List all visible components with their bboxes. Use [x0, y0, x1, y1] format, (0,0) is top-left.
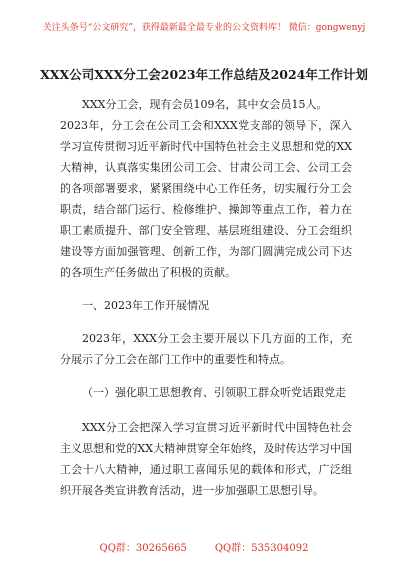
paragraph-ideology-education: XXX分工会把深入学习宣贯习近平新时代中国特色社会主义思想和党的XX大精神贯穿全年始终，及时传达学习中国工会十八大精神，通过职工喜闻乐见的载体和形式，广泛组织开展各类宣讲教育活动，进一步加强职工思想引导。: [60, 421, 352, 497]
paragraph-overview: 2023年，分工会在公司工会和XXX党支部的领导下，深入学习宣传贯彻习近平新时代中国特色社会主义思想和党的XX大精神，认真落实集团公司工会、甘肃公司工会、公司工会的各项部署要求，紧紧围绕中心工作任务，切实履行分工会职责，结合部门运行、检修维护、操卸等重点工作，着力在职工素质提升、部门安全管理、基层班组建设、分工会组织建设等方面加强管理、创新工作，为部门圆满完成公司下达的各项生产任务做出了积极的贡献。: [60, 119, 352, 279]
paragraph-2023-summary: 2023年，XXX分工会主要开展以下几方面的工作，充分展示了分工会在部门工作中的重要性和特点。: [60, 332, 352, 366]
subsection-heading-1: （一）强化职工思想教育、引领职工群众听党话跟党走: [82, 386, 346, 399]
footer-qq-group-1: QQ群：30265665: [99, 543, 187, 554]
document-body: [60, 94, 352, 501]
footer-qq-group-2: QQ群：535304092: [214, 543, 309, 554]
section-heading-2023: 一、2023年工作开展情况: [82, 299, 209, 312]
header-promo-note: 关注头条号“公文研究”，获得最新最全最专业的公文资料库！ 微信：gongwenyj: [42, 23, 366, 33]
document-title: XXX公司XXX分工会2023年工作总结及2024年工作计划: [40, 67, 368, 82]
footer-contact: [0, 542, 408, 556]
paragraph-membership: XXX分工会，现有会员109名，其中女会员15人。: [82, 98, 328, 111]
